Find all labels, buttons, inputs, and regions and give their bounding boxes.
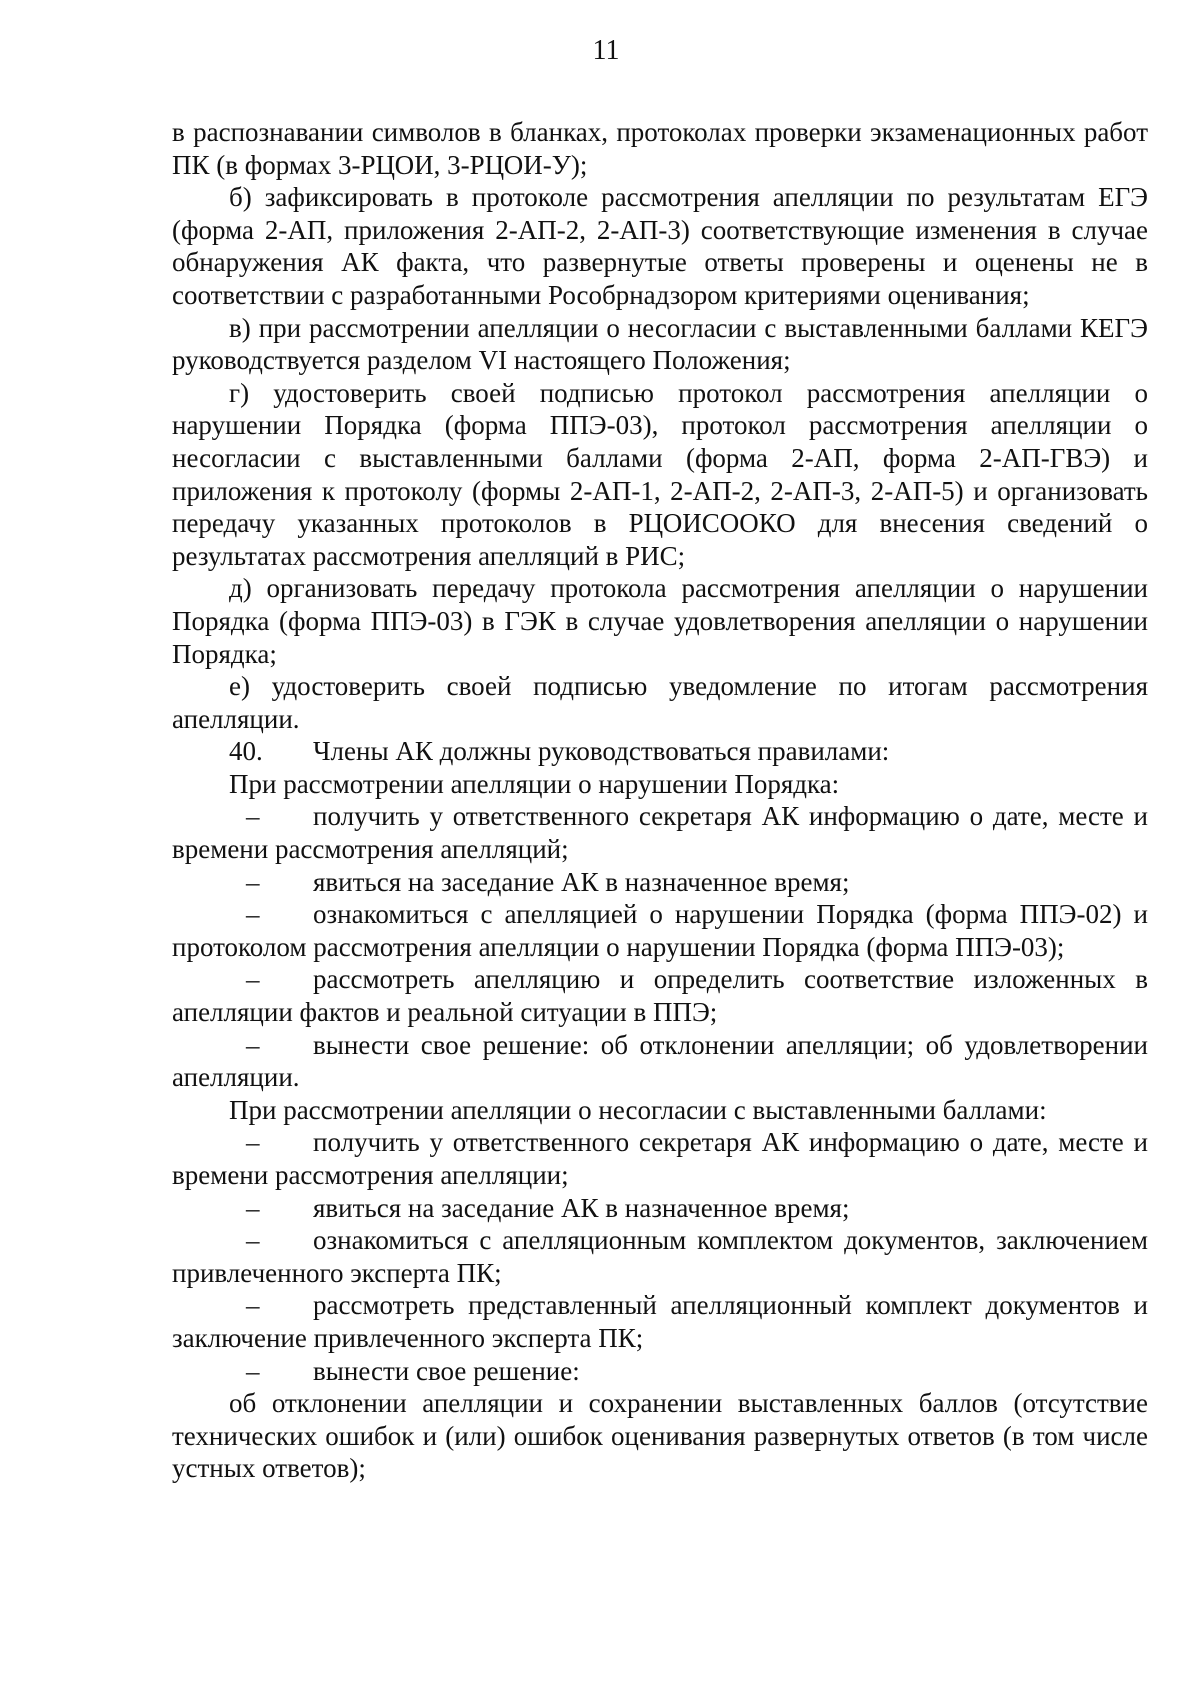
list-item — [172, 1289, 1148, 1354]
list-item-text: ознакомиться с апелляцией о нарушении Порядка (форма ППЭ-02) и протоколом рассмотрения апелляции о нарушении Порядка (форма ППЭ-03); — [172, 899, 1148, 962]
document-body — [172, 116, 1148, 1485]
list-item-text: рассмотреть апелляцию и определить соответствие изложенных в апелляции фактов и реальной ситуации в ППЭ; — [172, 964, 1148, 1028]
paragraph-item-v: в) при рассмотрении апелляции о несогласии с выставленными баллами КЕГЭ руководствуется разделом VI настоящего Положения; — [172, 312, 1148, 376]
dash-marker: – — [246, 899, 260, 930]
paragraph-item-d: д) организовать передачу протокола рассмотрения апелляции о нарушении Порядка (форма ППЭ-03) в ГЭК в случае удовлетворения апелляции о нарушении Порядка; — [172, 573, 1148, 669]
paragraph-item-g: г) удостоверить своей подписью протокол рассмотрения апелляции о нарушении Порядка (форма ППЭ-03), протокол рассмотрения апелляции о несогласии с выставленными баллами (форма 2-АП, форма 2-АП-ГВЭ) и приложения к протоколу (формы 2-АП-1, 2-АП-2, 2-АП-3, 2-АП-5) и организовать передачу указанных протоколов в РЦОИСООКО для внесения сведений о результатах рассмотрения апелляций в РИС; — [172, 377, 1148, 571]
list-item — [172, 898, 1148, 963]
list-item — [172, 866, 1148, 899]
list-item — [172, 1192, 1148, 1225]
dash-marker: – — [246, 1029, 260, 1060]
list-item-text: получить у ответственного секретаря АК информацию о дате, месте и времени рассмотрения апелляций; — [172, 801, 1148, 865]
paragraph-40 — [172, 735, 1148, 768]
list-item-text: явиться на заседание АК в назначенное время; — [313, 866, 850, 897]
list-item — [172, 1355, 1148, 1388]
list-item — [172, 800, 1148, 865]
dash-marker: – — [246, 801, 260, 832]
dash-marker: – — [246, 964, 260, 995]
dash-marker: – — [246, 1127, 260, 1158]
paragraph-40-text: Члены АК должны руководствоваться правилами: — [313, 736, 890, 767]
dash-marker: – — [246, 1290, 260, 1321]
paragraph-decision-reject: об отклонении апелляции и сохранении выставленных баллов (отсутствие технических ошибок и (или) ошибок оценивания развернутых ответов (в том числе устных ответов); — [172, 1388, 1148, 1484]
dash-marker: – — [246, 1355, 260, 1386]
paragraph-item-e: е) удостоверить своей подписью уведомление по итогам рассмотрения апелляции. — [172, 671, 1148, 734]
dash-marker: – — [246, 1225, 260, 1256]
section-heading-disagreement: При рассмотрении апелляции о несогласии с выставленными баллами: — [229, 1094, 1047, 1125]
section-heading-violation: При рассмотрении апелляции о нарушении Порядка: — [229, 768, 840, 799]
list-item-text: рассмотреть представленный апелляционный комплект документов и заключение привлеченного эксперта ПК; — [172, 1290, 1148, 1353]
list-item-text: ознакомиться с апелляционным комплектом документов, заключением привлеченного эксперта ПК; — [172, 1225, 1148, 1288]
paragraph-item-b: б) зафиксировать в протоколе рассмотрения апелляции по результатам ЕГЭ (форма 2-АП, приложения 2-АП-2, 2-АП-3) соответствующие изменения в случае обнаружения АК факта, что развернутые ответы проверены и оценены не в соответствии с разработанными Рособрнадзором критериями оценивания; — [172, 182, 1148, 310]
list-item-text: вынести свое решение: об отклонении апелляции; об удовлетворении апелляции. — [172, 1029, 1148, 1093]
list-item — [172, 963, 1148, 1028]
paragraph-continuation: в распознавании символов в бланках, протоколах проверки экзаменационных работ ПК (в формах 3-РЦОИ, 3-РЦОИ-У); — [172, 117, 1148, 180]
list-item-text: вынести свое решение: — [313, 1355, 580, 1386]
list-item — [172, 1224, 1148, 1289]
list-item — [172, 1126, 1148, 1191]
list-item-text: получить у ответственного секретаря АК информацию о дате, месте и времени рассмотрения апелляции; — [172, 1127, 1148, 1190]
list-item-text: явиться на заседание АК в назначенное время; — [313, 1192, 850, 1223]
dash-marker: – — [246, 866, 260, 897]
list-item — [172, 1029, 1148, 1094]
dash-marker: – — [246, 1192, 260, 1223]
page-number: 11 — [592, 35, 620, 66]
paragraph-40-number: 40. — [229, 736, 263, 767]
